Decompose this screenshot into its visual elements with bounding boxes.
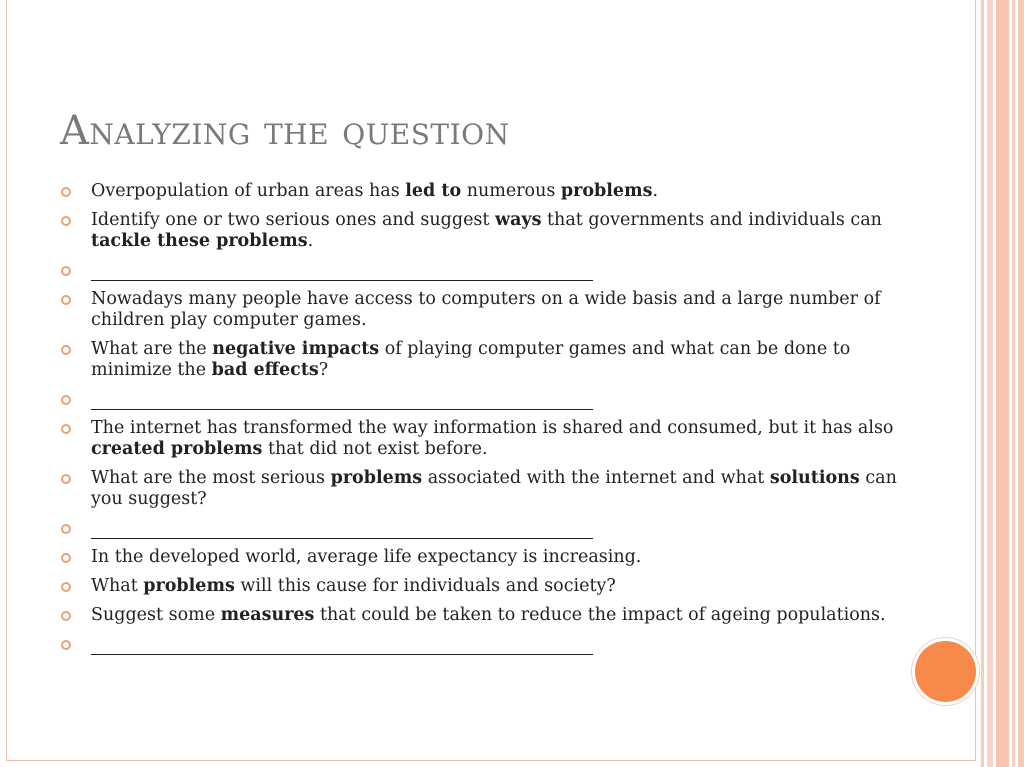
ring-bullet-icon xyxy=(61,266,71,276)
answer-blank xyxy=(91,263,593,281)
blank-answer-line xyxy=(60,634,900,655)
bullet-list xyxy=(60,181,900,663)
bullet-text: In the developed world, average life expectancy is increasing. xyxy=(91,547,642,567)
bullet-item xyxy=(60,468,900,510)
answer-blank xyxy=(91,392,593,410)
bullet-text: that did not exist before. xyxy=(262,439,488,459)
decorative-stripe xyxy=(981,0,984,767)
decorative-stripe xyxy=(996,0,1009,767)
bold-keyword: tackle these problems xyxy=(91,231,308,251)
ring-bullet-icon xyxy=(61,524,71,534)
bullet-text: ? xyxy=(318,360,329,380)
bullet-item xyxy=(60,339,900,381)
ring-bullet-icon xyxy=(61,295,71,305)
blank-answer-line xyxy=(60,518,900,539)
ring-bullet-icon xyxy=(61,474,71,484)
bullet-item xyxy=(60,289,900,331)
bullet-item xyxy=(60,605,900,626)
bullet-text: will this cause for individuals and society? xyxy=(234,576,616,596)
ring-bullet-icon xyxy=(61,424,71,434)
decorative-stripe xyxy=(1012,0,1015,767)
ring-bullet-icon xyxy=(61,345,71,355)
bullet-text: that governments and individuals can xyxy=(541,210,882,230)
bullet-text: Suggest some xyxy=(91,605,221,625)
bullet-text: What xyxy=(91,576,144,596)
blank-answer-line xyxy=(60,260,900,281)
bullet-text: What are the xyxy=(91,339,213,359)
bullet-text: . xyxy=(307,231,314,251)
ring-bullet-icon xyxy=(61,640,71,650)
bold-keyword: created problems xyxy=(91,439,263,459)
bold-keyword: led to xyxy=(405,181,462,201)
orange-circle-icon xyxy=(915,641,976,702)
bullet-text: What are the most serious xyxy=(91,468,331,488)
answer-blank xyxy=(91,637,593,655)
ring-bullet-icon xyxy=(61,582,71,592)
bullet-text: The internet has transformed the way information is shared and consumed, but it has also xyxy=(91,418,894,438)
bold-keyword: measures xyxy=(220,605,315,625)
bullet-item xyxy=(60,547,900,568)
bullet-text: that could be taken to reduce the impact of ageing populations. xyxy=(314,605,886,625)
ring-bullet-icon xyxy=(61,216,71,226)
bullet-item xyxy=(60,210,900,252)
bullet-text: Overpopulation of urban areas has xyxy=(91,181,406,201)
answer-blank xyxy=(91,521,593,539)
bold-keyword: negative impacts xyxy=(212,339,380,359)
bullet-text: . xyxy=(652,181,659,201)
slide-title: Analyzing the question xyxy=(60,108,510,154)
bold-keyword: problems xyxy=(560,181,653,201)
ring-bullet-icon xyxy=(61,395,71,405)
bullet-text: associated with the internet and what xyxy=(422,468,770,488)
bullet-text: can you suggest? xyxy=(91,468,897,509)
bullet-text: numerous xyxy=(461,181,561,201)
bullet-text: Identify one or two serious ones and suggest xyxy=(91,210,496,230)
bullet-item xyxy=(60,576,900,597)
ring-bullet-icon xyxy=(61,187,71,197)
bullet-text: of playing computer games and what can be done to minimize the xyxy=(91,339,851,380)
bold-keyword: ways xyxy=(495,210,542,230)
bullet-text: Nowadays many people have access to computers on a wide basis and a large number of children play computer games. xyxy=(91,289,881,330)
bold-keyword: problems xyxy=(330,468,423,488)
decorative-stripe xyxy=(987,0,993,767)
ring-bullet-icon xyxy=(61,553,71,563)
bold-keyword: bad effects xyxy=(211,360,319,380)
bullet-item xyxy=(60,181,900,202)
decorative-stripe xyxy=(1018,0,1024,767)
ring-bullet-icon xyxy=(61,611,71,621)
bullet-item xyxy=(60,418,900,460)
bold-keyword: solutions xyxy=(769,468,860,488)
bold-keyword: problems xyxy=(143,576,235,596)
blank-answer-line xyxy=(60,389,900,410)
